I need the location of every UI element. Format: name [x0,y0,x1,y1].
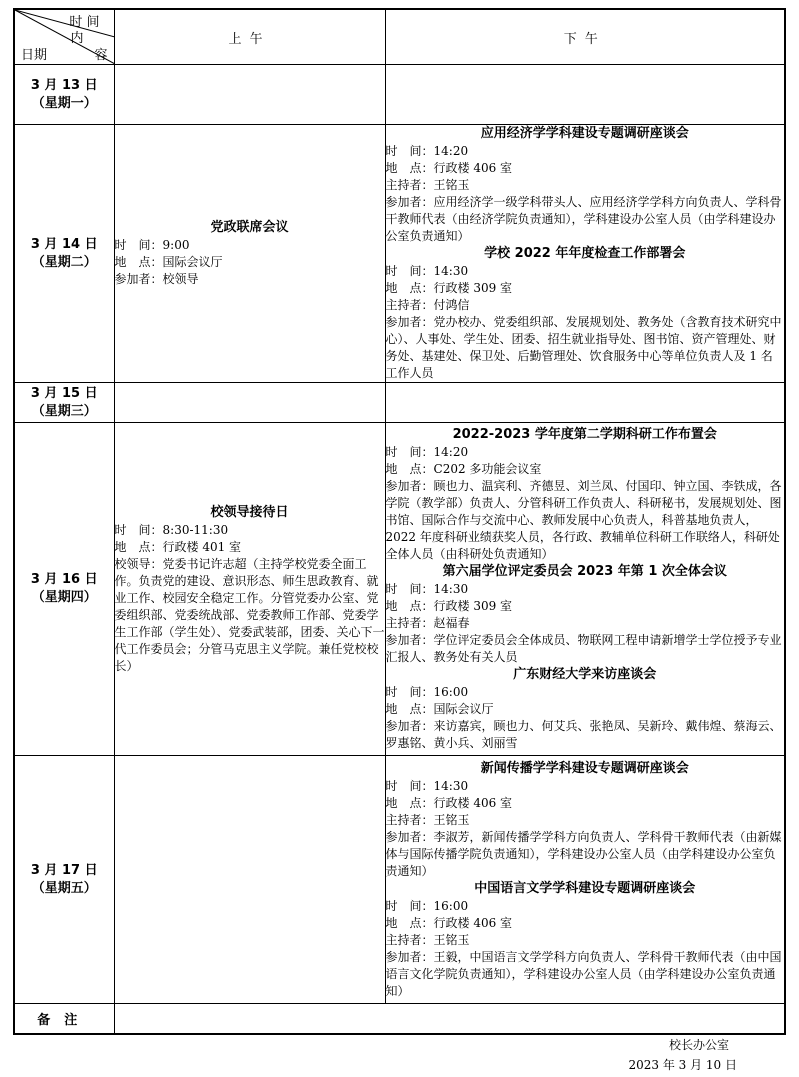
notes-label: 备注 [14,1004,114,1034]
pm-cell: 应用经济学学科建设专题调研座谈会 时 间： 14:20 地 点： 行政楼 406 室 主持者： 王铭玉 参加者：应用经济学一级学科带头人、应用经济学学科方向负责人、学科骨干教师代表（由经济学院负责通知），学科建设办公室人员（由学科建设办公室负责通知） 学校 2022 年年度检查工作部署会 时 间： 14:30 地 点： 行政楼 309 室 主持者： 付鸿信 参加者：党办校办、党委组织部、发展规划处、教务处（含教育技术研究中心）、人事处、学生处、团委、招生就业指导处、图书馆、资产管理处、财务处、基建处、保卫处、后勤管理处、饮食服务中心等单位负责人及 1 名工作人员 [385,125,785,383]
event-title: 党政联席会议 [210,220,289,235]
date-cell: 3 月 16 日 （星期四） [14,423,114,756]
header-diagonal-cell [14,9,114,65]
event-title: 应用经济学学科建设专题调研座谈会 [480,126,689,141]
schedule-table [13,8,786,1035]
event-title: 新闻传播学学科建设专题调研座谈会 [480,760,689,776]
day-row [14,65,785,125]
header-time-label: 时 间 [69,15,100,30]
pm-cell [385,383,785,423]
notes-cell [114,1004,785,1034]
am-cell [114,65,385,125]
notes-row [14,1004,785,1034]
day-row [14,383,785,423]
event-title: 校领导接待日 [210,504,289,520]
am-cell [114,756,385,1004]
date-cell: 3 月 15 日 （星期三） [14,383,114,423]
date-cell: 3 月 17 日 （星期五） [14,756,114,1004]
header-date-label: 日期 [21,48,48,63]
event-title: 第六届学位评定委员会 2023 年第 1 次全体会议 [442,564,727,579]
event-title: 2022-2023 学年度第二学期科研工作布置会 [452,427,717,442]
header-content-label: 内 [70,31,84,46]
header-pm: 下午 [385,9,785,65]
pm-cell [385,65,785,125]
date-cell: 3 月 14 日 （星期二） [14,125,114,383]
am-cell: 党政联席会议 时 间： 9:00 地 点： 国际会议厅 参加者： 校领导 [114,125,385,383]
day-row [14,756,785,1004]
event-title: 中国语言文学学科建设专题调研座谈会 [474,880,696,896]
event-title: 学校 2022 年年度检查工作部署会 [484,246,686,261]
date-cell: 3 月 13 日 （星期一） [14,65,114,125]
header-am: 上午 [114,9,385,65]
pm-cell: 2022-2023 学年度第二学期科研工作布置会 时 间： 14:20 地 点： C202 多功能会议室 参加者：顾也力、温宾利、齐德昱、刘兰凤、付国印、钟立国、李铁成，各学院（教学部）负责人、分管科研工作负责人、科研秘书，发展规划处、图书馆、国际合作与交流中心、教师发展中心负责人，科普基地负责人，2022 年度科研业绩获奖人员，各行政、教辅单位科研工作联络人，科研处全体人员（由科研处负责通知） 第六届学位评定委员会 2023 年第 1 次全体会议 时 间： 14:30 地 点： 行政楼 309 室 主持者： 赵福春 参加者：学位评定委员会全体成员、物联网工程申请新增学士学位授予专业汇报人、教务处有关人员 广东财经大学来访座谈会 时 间： 16:00 地 点： 国际会议厅 参加者：来访嘉宾，顾也力、何艾兵、张艳凤、吴新玲、戴伟煌、蔡海云、罗惠铭、黄小兵、刘丽雪 [385,423,785,756]
event-title: 广东财经大学来访座谈会 [513,667,657,682]
header-content2-label: 容 [94,48,108,63]
am-cell [114,383,385,423]
pm-cell: 新闻传播学学科建设专题调研座谈会 时 间： 14:30 地 点： 行政楼 406 室 主持者： 王铭玉 参加者：李淑芳，新闻传播学学科方向负责人、学科骨干教师代表（由新媒体与国际传播学院负责通知），学科建设办公室人员（由学科建设办公室负责通知） 中国语言文学学科建设专题调研座谈会 时 间： 16:00 地 点： 行政楼 406 室 主持者： 王铭玉 参加者：王毅，中国语言文学学科方向负责人、学科骨干教师代表（由中国语言文化学院负责通知），学科建设办公室人员（由学科建设办公室负责通知） [385,756,785,1004]
footer-date: 2023 年 3 月 10 日 [628,1058,737,1072]
footer-office: 校长办公室 [668,1038,729,1052]
day-row [14,125,785,383]
header-row [14,9,785,65]
am-cell: 校领导接待日 时 间： 8:30-11:30 地 点： 行政楼 401 室 校领导：党委书记许志超（主持学校党委全面工作。负责党的建设、意识形态、师生思政教育、就业工作、校园安全稳定工作。分管党委办公室、党委组织部、党委统战部、党委教师工作部、党委学生工作部（学生处）、党委武装部，团委、关心下一代工作委员会；分管马克思主义学院。兼任党校校长） [114,423,385,756]
day-row [14,423,785,756]
